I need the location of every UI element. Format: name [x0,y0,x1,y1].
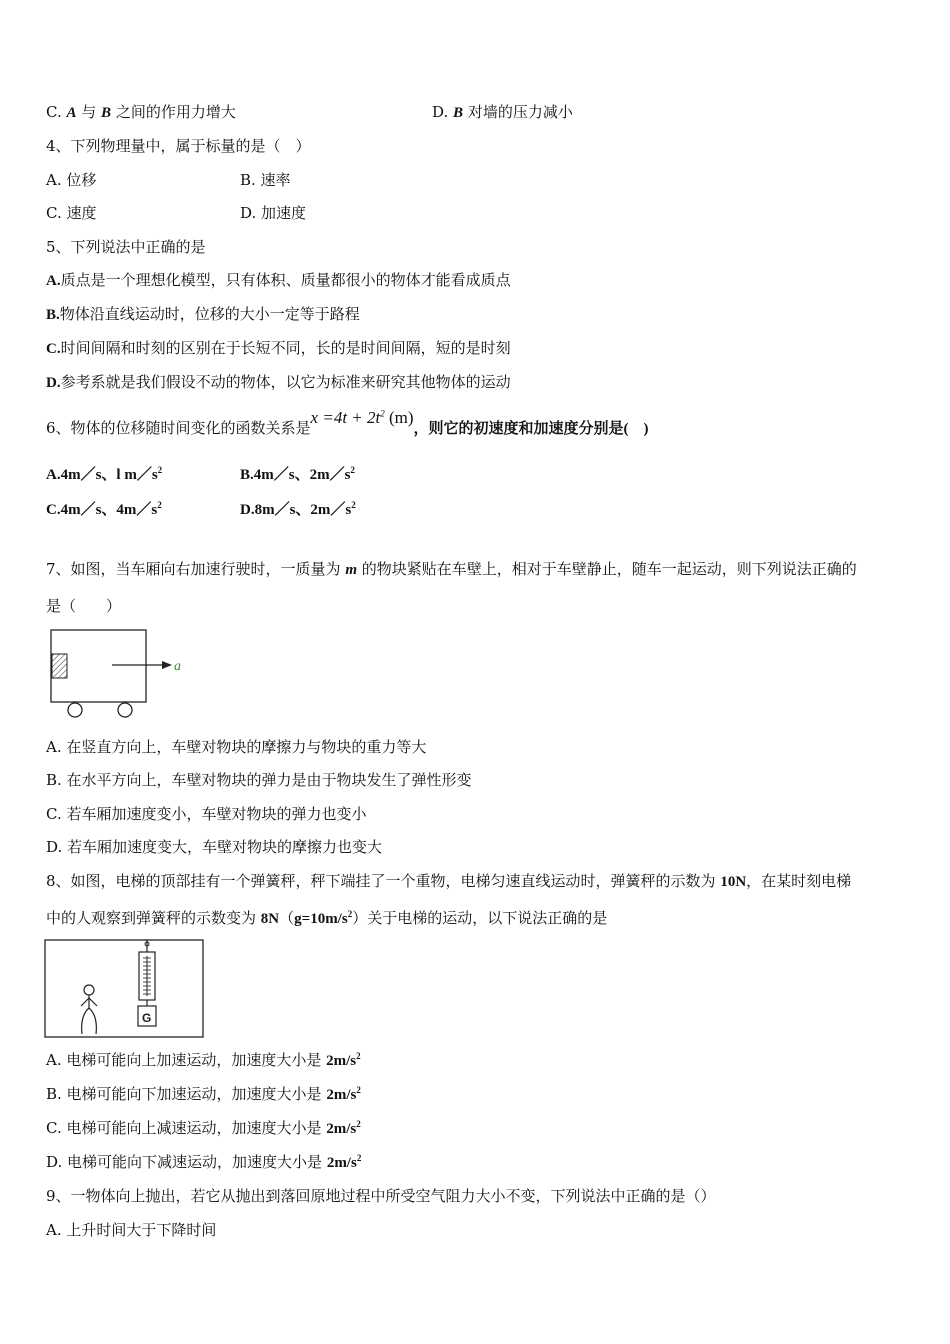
option-text: C. 电梯可能向上减速运动，加速度大小是 [46,1119,327,1137]
accel-value: 2m/s [326,1121,357,1137]
q7-option-b: B. 在水平方向上，车壁对物块的弹力是由于物块发生了弹性形变 [46,771,472,789]
stem-text: ，在某时刻电梯 [746,872,852,890]
q4-stem: 4、下列物理量中，属于标量的是（ ） [46,137,311,155]
q9-stem: 9、一物体向上抛出，若它从抛出到落回原地过程中所受空气阻力大小不变，下列说法中正确的是（） [46,1187,716,1205]
option-label: B. [46,307,60,323]
exponent: 2 [356,1119,361,1129]
elevator-box [45,940,203,1037]
exponent: 2 [157,500,162,510]
variable-b: B [101,105,112,121]
q6-option-d [240,500,356,520]
reading-value: 10N [720,874,747,890]
stem-text: 中的人观察到弹簧秤的示数变为 [46,909,261,927]
stem-text: 7、如图，当车厢向右加速行驶时，一质量为 [46,560,346,578]
option-text: C.4m／s、4m／s [46,502,158,518]
q8-stem-line2 [46,908,607,929]
option-label: C. [46,103,67,121]
q7-stem-line1 [46,559,857,580]
formula-unit: (m) [388,408,414,427]
exponent: 2 [350,465,355,475]
q6-option-a [46,465,162,485]
option-label: D. [432,103,454,121]
accel-value: 2m/s [326,1087,357,1103]
option-text: 参考系就是我们假设不动的物体，以它为标准来研究其他物体的运动 [60,373,511,391]
q7-option-d: D. 若车厢加速度变大，车壁对物块的摩擦力也变大 [46,838,383,856]
option-text: 与 [76,103,102,121]
option-text: B.4m／s、2m／s [240,467,351,483]
q8-option-b [46,1084,361,1105]
option-label: C. [46,341,61,357]
q5-option-d [46,372,511,393]
q5-option-b [46,304,360,325]
option-text: 对墙的压力减小 [463,103,573,121]
gravity-value: g=10m/s [294,911,348,927]
option-text: 之间的作用力增大 [111,103,236,121]
q8-option-a [46,1050,361,1071]
stem-text: （ [279,909,295,927]
q5-stem: 5、下列说法中正确的是 [46,238,206,256]
variable-m: m [345,562,357,578]
q7-carriage-figure [44,624,194,724]
q5-option-a [46,270,511,291]
q3-option-c [46,102,236,123]
exponent: 2 [356,1085,361,1095]
accel-value: 2m/s [326,1155,357,1171]
q8-elevator-figure [44,938,208,1042]
q4-option-b: B. 速率 [240,171,291,189]
option-text: B. 电梯可能向下加速运动，加速度大小是 [46,1085,327,1103]
weight-label: G [142,1011,152,1025]
q4-option-c: C. 速度 [46,204,97,222]
exponent: 2 [157,465,163,475]
exponent: 2 [356,1153,362,1163]
stem-text: ，则它的初速度和加速度分别是( ) [413,421,649,437]
stem-text: 6、物体的位移随时间变化的函数关系是 [46,419,311,437]
q4-option-a: A. 位移 [46,171,97,189]
option-text: 物体沿直线运动时，位移的大小一定等于路程 [59,305,360,323]
q7-option-a: A. 在竖直方向上，车壁对物块的摩擦力与物块的重力等大 [46,738,427,756]
q5-option-c [46,338,511,359]
option-text: A. 电梯可能向上加速运动，加速度大小是 [46,1051,327,1069]
q6-option-c [46,500,162,520]
q9-option-a: A. 上升时间大于下降时间 [46,1221,217,1239]
q7-stem-line2: 是（ ） [46,597,122,615]
stem-text: 8、如图，电梯的顶部挂有一个弹簧秤，秤下端挂了一个重物，电梯匀速直线运动时，弹簧秤的示数为 [46,872,721,890]
formula-exponent: 2 [380,408,385,419]
option-text: 质点是一个理想化模型，只有体积、质量都很小的物体才能看成质点 [60,271,511,289]
wheel-left [68,703,82,717]
block [52,654,67,678]
stem-text: 的物块紧贴在车壁上，相对于车壁静止，随车一起运动，则下列说法正确的 [357,560,857,578]
option-text: A.4m／s、l m／s [46,467,158,483]
acceleration-label: a [174,659,181,674]
q6-option-b [240,465,355,485]
q3-option-d [432,102,573,123]
option-label: A. [46,273,61,289]
q8-option-c [46,1118,361,1139]
arrow-head-icon [162,661,172,669]
exponent: 2 [351,500,356,510]
formula-main: x =4t + 2t [310,408,381,427]
stem-text: ）关于电梯的运动，以下说法正确的是 [352,909,608,927]
person-icon [81,985,97,1034]
option-label: D. [46,375,61,391]
q8-stem-line1 [46,871,851,892]
exponent: 2 [347,909,353,919]
q4-option-d: D. 加速度 [240,204,307,222]
displacement-formula [311,408,414,427]
accel-value: 2m/s [326,1053,357,1069]
variable-a: A [66,105,77,121]
wheel-right [118,703,132,717]
q8-option-d [46,1152,361,1173]
variable-b: B [453,105,464,121]
reading-value: 8N [260,911,280,927]
q6-stem [46,408,649,439]
option-text: D.8m／s、2m／s [240,502,352,518]
option-text: 时间间隔和时刻的区别在于长短不同，长的是时间间隔，短的是时刻 [60,339,511,357]
exponent: 2 [356,1051,361,1061]
option-text: D. 电梯可能向下减速运动，加速度大小是 [46,1153,327,1171]
q7-option-c: C. 若车厢加速度变小，车壁对物块的弹力也变小 [46,805,367,823]
